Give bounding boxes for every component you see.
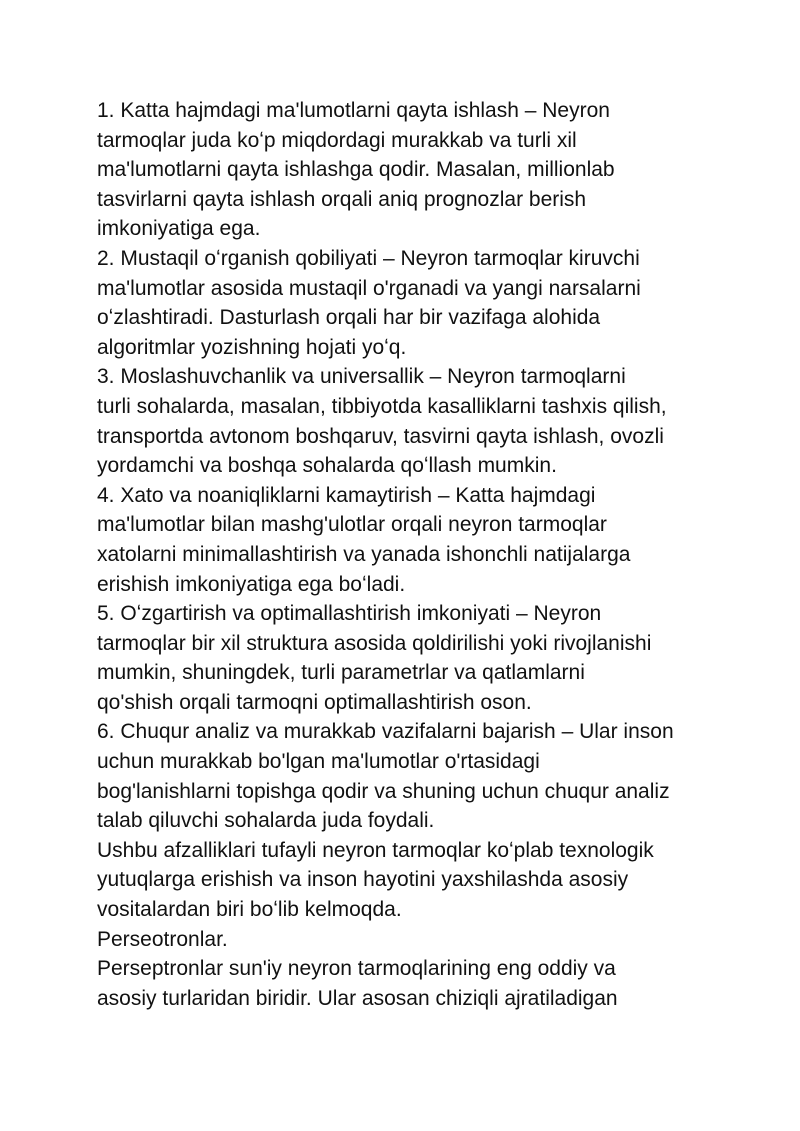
text-line: oʻzlashtiradi. Dasturlash orqali har bir vazifaga alohida — [97, 306, 601, 330]
text-line: 5. Oʻzgartirish va optimallashtirish imkoniyati – Neyron — [97, 602, 602, 626]
text-line: asosiy turlaridan biridir. Ular asosan chiziqli ajratiladigan — [97, 986, 618, 1010]
text-line: mumkin, shuningdek, turli parametrlar va qatlamlarni — [97, 661, 585, 685]
text-line: 2. Mustaqil oʻrganish qobiliyati – Neyron tarmoqlar kiruvchi — [97, 246, 640, 270]
text-line: ma'lumotlarni qayta ishlashga qodir. Masalan, millionlab — [97, 158, 615, 182]
text-line: transportda avtonom boshqaruv, tasvirni qayta ishlash, ovozli — [97, 424, 664, 448]
text-line: Ushbu afzalliklari tufayli neyron tarmoqlar koʻplab texnologik — [97, 838, 654, 862]
text-line: 4. Xato va noaniqliklarni kamaytirish – Katta hajmdagi — [97, 483, 596, 507]
text-line: tarmoqlar bir xil struktura asosida qoldirilishi yoki rivojlanishi — [97, 631, 652, 655]
text-line: Perseptronlar sun'iy neyron tarmoqlarining eng oddiy va — [97, 957, 616, 981]
text-line: uchun murakkab bo'lgan ma'lumotlar o'rtasidagi — [97, 750, 540, 774]
text-line: yordamchi va boshqa sohalarda qoʻllash mumkin. — [97, 454, 557, 478]
text-line: algoritmlar yozishning hojati yoʻq. — [97, 335, 407, 359]
text-line: 1. Katta hajmdagi ma'lumotlarni qayta ishlash – Neyron — [97, 99, 610, 122]
text-line: ma'lumotlar bilan mashg'ulotlar orqali neyron tarmoqlar — [97, 513, 607, 537]
text-line: yutuqlarga erishish va inson hayotini yaxshilashda asosiy — [97, 868, 629, 892]
text-line: xatolarni minimallashtirish va yanada ishonchli natijalarga — [97, 542, 631, 566]
text-line: turli sohalarda, masalan, tibbiyotda kasalliklarni tashxis qilish, — [97, 394, 667, 418]
text-line: ma'lumotlar asosida mustaqil o'rganadi va yangi narsalarni — [97, 276, 641, 300]
text-line: 3. Moslashuvchanlik va universallik – Neyron tarmoqlarni — [97, 365, 626, 389]
text-line: vositalardan biri boʻlib kelmoqda. — [97, 898, 402, 922]
document-page — [97, 96, 757, 1013]
text-line: bog'lanishlarni topishga qodir va shuning uchun chuqur analiz — [97, 779, 670, 803]
text-line: tarmoqlar juda koʻp miqdordagi murakkab va turli xil — [97, 128, 577, 152]
text-line: imkoniyatiga ega. — [97, 217, 261, 241]
text-line: talab qiluvchi sohalarda juda foydali. — [97, 809, 435, 833]
section-heading: Perseotronlar. — [97, 927, 228, 951]
text-line: tasvirlarni qayta ishlash orqali aniq prognozlar berish — [97, 187, 587, 211]
text-line: 6. Chuqur analiz va murakkab vazifalarni bajarish – Ular inson — [97, 720, 674, 744]
text-line: erishish imkoniyatiga ega boʻladi. — [97, 572, 406, 596]
text-line: qo'shish orqali tarmoqni optimallashtirish oson. — [97, 690, 532, 714]
